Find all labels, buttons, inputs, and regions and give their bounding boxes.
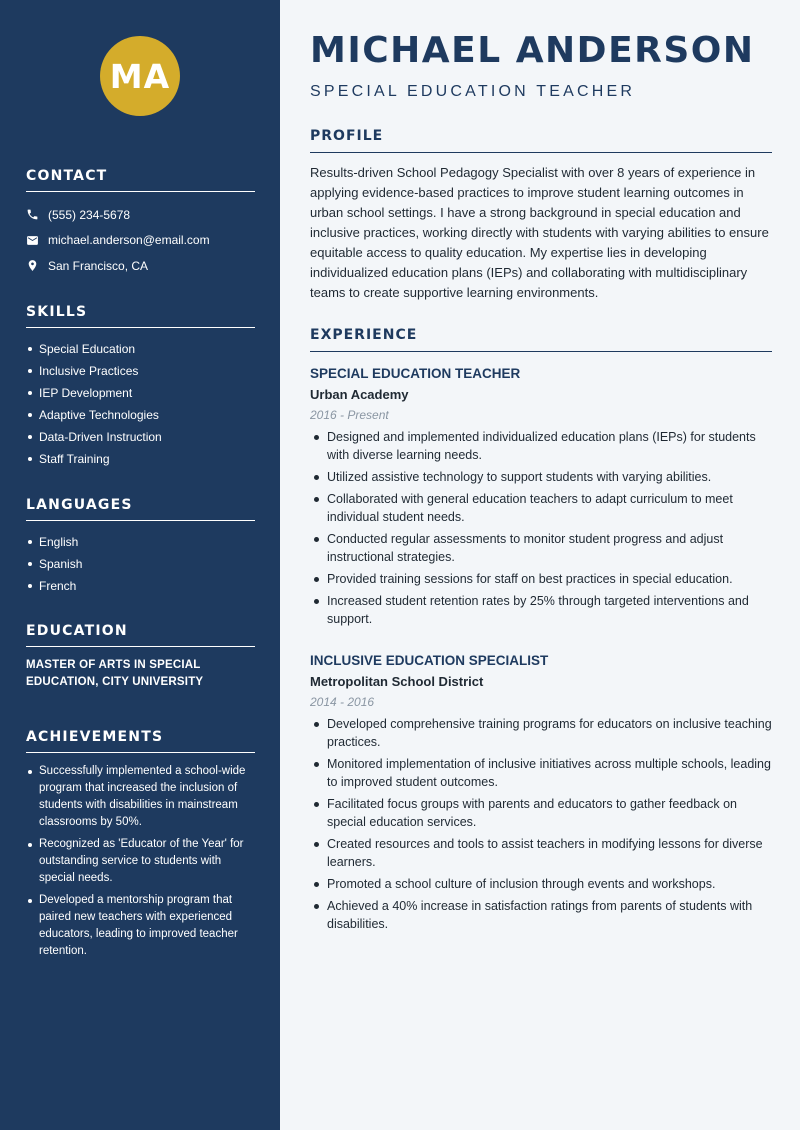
avatar-initials: MA <box>109 56 171 96</box>
sidebar <box>0 0 280 1130</box>
job-bullets <box>310 715 772 933</box>
avatar <box>100 36 180 116</box>
skill-item: Special Education <box>26 338 255 360</box>
job-bullet: Facilitated focus groups with parents and educators to gather feedback on special education services. <box>310 795 772 831</box>
achievements-heading: ACHIEVEMENTS <box>26 729 255 753</box>
contact-email <box>26 228 255 254</box>
education-section <box>26 623 255 691</box>
language-item: French <box>26 575 255 597</box>
job-dates: 2016 - Present <box>310 408 389 422</box>
contact-heading: CONTACT <box>26 168 255 192</box>
job-bullet: Designed and implemented individualized education plans (IEPs) for students with diverse learning needs. <box>310 428 772 464</box>
job-entry <box>310 653 772 937</box>
candidate-name: MICHAEL ANDERSON <box>310 30 755 71</box>
contact-phone <box>26 202 255 228</box>
skills-heading: SKILLS <box>26 304 255 328</box>
profile-section <box>310 128 772 303</box>
achievements-section <box>26 729 255 965</box>
languages-list <box>26 531 255 597</box>
job-bullet: Increased student retention rates by 25% through targeted interventions and support. <box>310 592 772 628</box>
language-item: Spanish <box>26 553 255 575</box>
achievement-item: Recognized as 'Educator of the Year' for outstanding service to students with special needs. <box>26 836 255 887</box>
job-bullet: Developed comprehensive training programs for educators on inclusive teaching practices. <box>310 715 772 751</box>
location-text: San Francisco, CA <box>48 258 149 273</box>
experience-heading: EXPERIENCE <box>310 327 772 352</box>
candidate-title: SPECIAL EDUCATION TEACHER <box>310 83 636 100</box>
profile-heading: PROFILE <box>310 128 772 153</box>
job-bullets <box>310 428 772 628</box>
skill-item: Staff Training <box>26 448 255 470</box>
contact-section <box>26 168 255 279</box>
phone-icon <box>26 208 48 221</box>
profile-text: Results-driven School Pedagogy Specialist with over 8 years of experience in applying evidence-based practices to improve student learning outcomes in urban school settings. I have a strong background in special education and inclusive practices, working directly with students with varying abilities to ensure equitable access to quality education. My expertise lies in developing individualized education plans (IEPs) and collaborating with multidisciplinary teams to create supportive learning environments. <box>310 165 769 300</box>
languages-section <box>26 497 255 597</box>
skill-item: Inclusive Practices <box>26 360 255 382</box>
email-text: michael.anderson@email.com <box>48 233 210 248</box>
achievement-item: Successfully implemented a school-wide program that increased the inclusion of students with disabilities in mainstream classrooms by 50%. <box>26 763 255 831</box>
language-item: English <box>26 531 255 553</box>
job-entry <box>310 366 772 632</box>
job-company: Urban Academy <box>310 387 409 402</box>
education-heading: EDUCATION <box>26 623 255 647</box>
job-title: INCLUSIVE EDUCATION SPECIALIST <box>310 653 549 668</box>
contact-location <box>26 253 255 279</box>
job-bullet: Utilized assistive technology to support students with varying abilities. <box>310 468 772 486</box>
languages-heading: LANGUAGES <box>26 497 255 521</box>
education-degree: MASTER OF ARTS IN SPECIAL EDUCATION, CITY UNIVERSITY <box>26 659 204 688</box>
job-company: Metropolitan School District <box>310 674 484 689</box>
achievement-item: Developed a mentorship program that paired new teachers with experienced educators, leading to improved teacher retention. <box>26 892 255 960</box>
job-bullet: Monitored implementation of inclusive initiatives across multiple schools, leading to improved student outcomes. <box>310 755 772 791</box>
skills-list <box>26 338 255 470</box>
phone-text: (555) 234-5678 <box>48 207 131 222</box>
job-title: SPECIAL EDUCATION TEACHER <box>310 366 521 381</box>
job-bullet: Promoted a school culture of inclusion through events and workshops. <box>310 875 772 893</box>
job-bullet: Provided training sessions for staff on best practices in special education. <box>310 570 772 588</box>
job-bullet: Conducted regular assessments to monitor student progress and adjust instructional strategies. <box>310 530 772 566</box>
skill-item: IEP Development <box>26 382 255 404</box>
experience-section <box>310 327 772 362</box>
skill-item: Adaptive Technologies <box>26 404 255 426</box>
job-bullet: Achieved a 40% increase in satisfaction ratings from parents of students with disabilities. <box>310 897 772 933</box>
job-bullet: Collaborated with general education teachers to adapt curriculum to meet individual student needs. <box>310 490 772 526</box>
location-pin-icon <box>26 259 48 272</box>
achievements-list <box>26 763 255 960</box>
skill-item: Data-Driven Instruction <box>26 426 255 448</box>
job-dates: 2014 - 2016 <box>310 695 375 709</box>
email-icon <box>26 234 48 247</box>
skills-section <box>26 304 255 470</box>
job-bullet: Created resources and tools to assist teachers in modifying lessons for diverse learners. <box>310 835 772 871</box>
